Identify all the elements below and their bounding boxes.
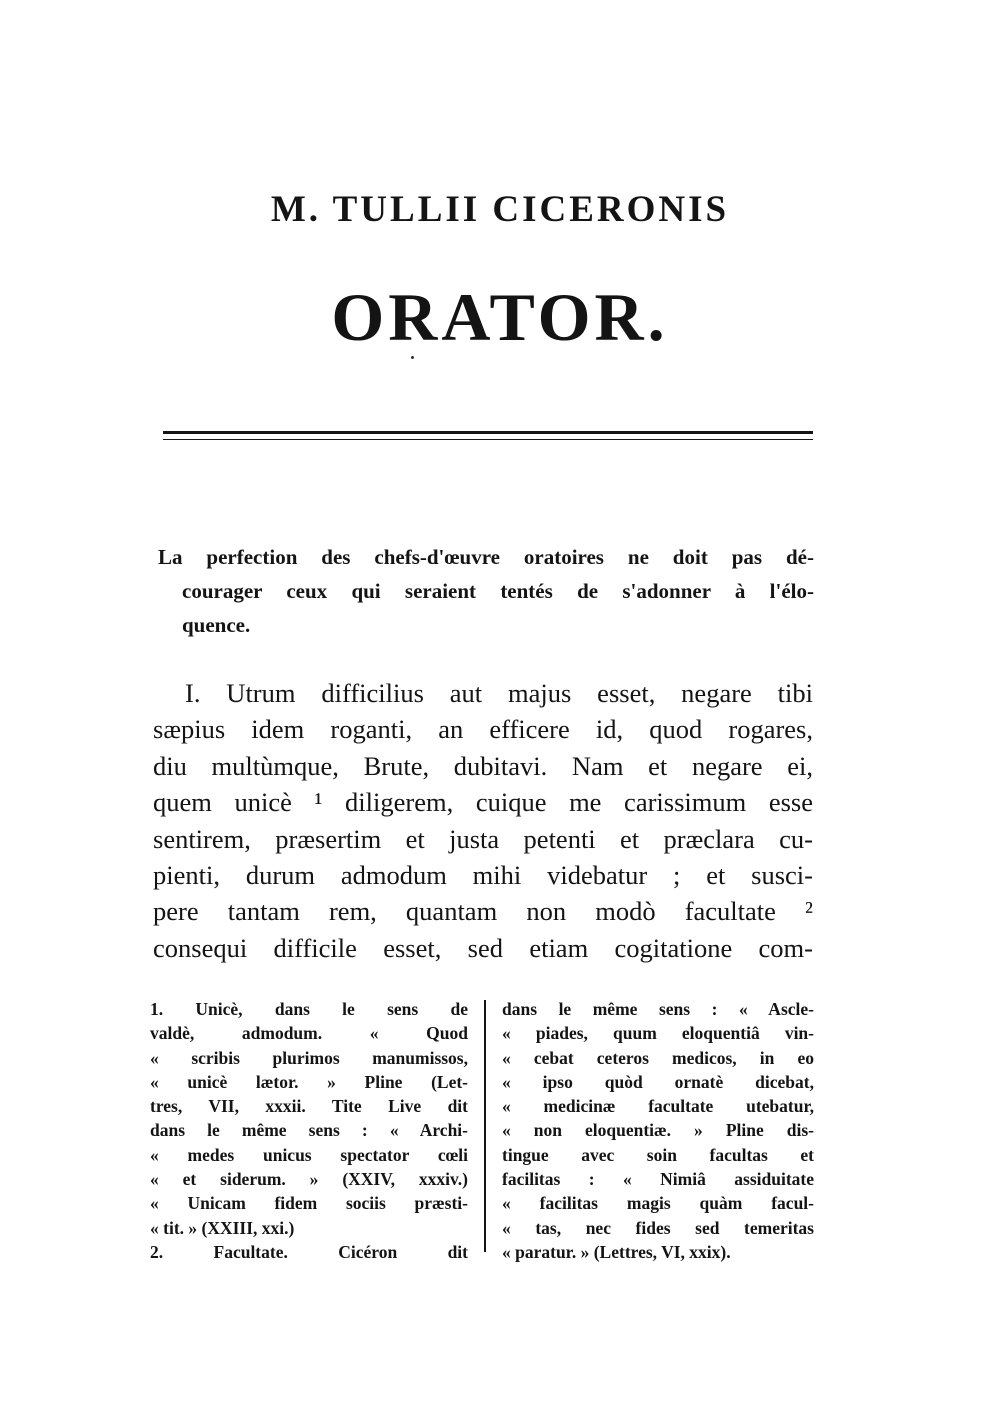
work-title: ORATOR. [331,279,669,355]
latin-body-text [153,675,813,966]
body-line: sentirem, præsertim et justa petenti et præclara cu- [153,823,813,854]
argument-line: quence. [182,613,251,637]
title-rule-thin [163,439,813,440]
footnote-column-divider [484,1000,486,1252]
footnote-line: « et siderum. » (XXIV, xxxiv.) [150,1169,468,1190]
body-line: sæpius idem roganti, an efficere id, quod rogares, [153,714,813,745]
footnote-line: dans le même sens : « Ascle- [502,999,814,1019]
body-line: diu multùmque, Brute, dubitavi. Nam et negare ei, [153,750,813,781]
body-line: quem unicè ¹ diligerem, cuique me carissimum esse [153,787,813,818]
footnote-line: tingue avec soin facultas et [502,1144,814,1165]
footnote-line: « cebat ceteros medicos, in eo [502,1047,814,1068]
body-line: pere tantam rem, quantam non modò facultate ² [153,896,813,927]
footnote-line: « non eloquentiæ. » Pline dis- [502,1120,814,1141]
footnote-line: tres, VII, xxxii. Tite Live dit [150,1096,468,1117]
footnote-line: 2. Facultate. Cicéron dit [150,1241,468,1262]
footnote-line: valdè, admodum. « Quod [150,1023,468,1044]
footnote-line: « medes unicus spectator cœli [150,1144,468,1165]
footnote-line: « scribis plurimos manumissos, [150,1047,468,1068]
body-line: I. Utrum difficilius aut majus esset, negare tibi [185,678,813,708]
body-line: consequi difficile esset, sed etiam cogitatione com- [153,932,813,963]
footnote-line: 1. Unicè, dans le sens de [150,999,468,1019]
author-heading: M. TULLII CICERONIS [270,189,730,230]
footnote-line: facilitas : « Nimiâ assiduitate [502,1169,814,1190]
footnote-line: « medicinæ facultate utebatur, [502,1096,814,1117]
footnote-line: « piades, quum eloquentiâ vin- [502,1023,814,1044]
footnote-line: dans le même sens : « Archi- [150,1120,468,1141]
body-line: pienti, durum admodum mihi videbatur ; et susci- [153,860,813,891]
footnote-line: « ipso quòd ornatè dicebat, [502,1071,814,1092]
title-rule-thick [163,431,813,434]
footnotes-right-column [502,997,814,1264]
argument-line: courager ceux qui seraient tentés de s'adonner à l'élo- [182,579,814,603]
ink-speck [411,356,414,359]
footnotes-left-column [150,997,468,1264]
footnote-line: « tas, nec fides sed temeritas [502,1217,814,1238]
footnote-line: « paratur. » (Lettres, VI, xxix). [502,1241,731,1262]
footnote-line: « facilitas magis quàm facul- [502,1193,814,1214]
footnote-line: « tit. » (XXIII, xxi.) [150,1217,295,1238]
argument-line: La perfection des chefs-d'œuvre oratoires ne doit pas dé- [158,545,814,569]
chapter-argument [158,540,814,642]
footnote-line: « Unicam fidem sociis præsti- [150,1193,468,1214]
footnote-line: « unicè lætor. » Pline (Let- [150,1071,468,1092]
